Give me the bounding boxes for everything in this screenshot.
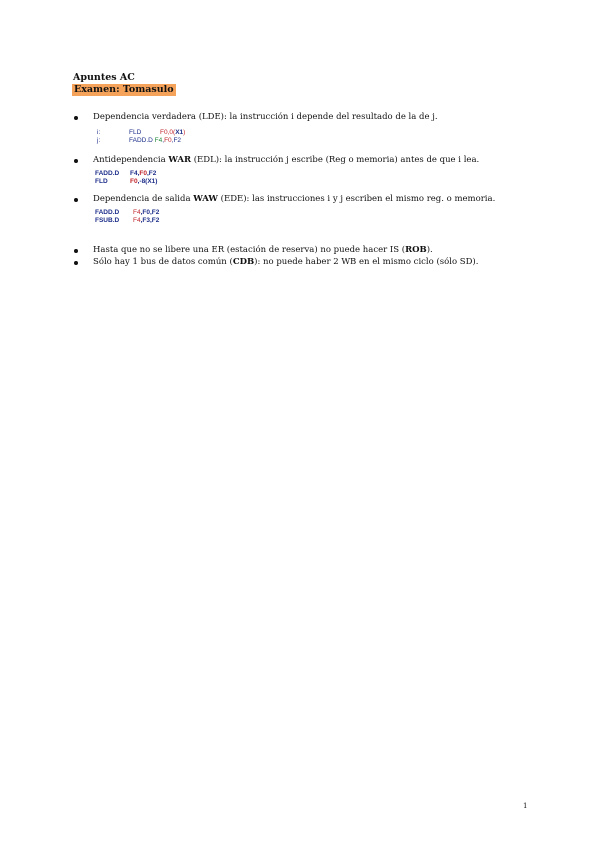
bullet-dot xyxy=(74,261,78,265)
bullet-dot xyxy=(74,249,78,253)
code-block-lde xyxy=(97,129,185,145)
code-line: i: FLD F0,0(X1) xyxy=(97,129,186,136)
code-block-waw xyxy=(95,209,159,225)
bullet-dot xyxy=(74,116,78,120)
page-title: Apuntes AC xyxy=(73,72,135,83)
section-highlight-title: Examen: Tomasulo xyxy=(74,84,174,95)
page-number: 1 xyxy=(523,802,528,810)
code-line: FLD F0,-8(X1) xyxy=(95,178,158,185)
code-block-war xyxy=(95,170,157,186)
document-page: Apuntes AC Examen: Tomasulo Dependencia verdadera (LDE): la instrucción i depende del resultado de la de j. i: FLD F0,0(X1) j: FADD.D F4,F0,F2 Antidependencia WAR (EDL): la instrucción j escribe (Reg o memoria) antes de que i lea. FADD.D F4,F0,F2 FLD F0,-8(X1) Dependencia de salida WAW (EDE): las instrucciones i y j escriben el mismo reg. o memoria. FADD.D F4,F0,F2 FSUB.D F4,F3,F2 Hasta que no se libere una ER (estación de reserva) no puede hacer IS (ROB). Sólo hay 1 bus de datos común (CDB): no puede haber 2 WB en el mismo ciclo (sólo SD). 1 xyxy=(73,72,528,810)
code-line: FADD.D F4,F0,F2 xyxy=(95,170,157,177)
bullet-lde-text: Dependencia verdadera (LDE): la instrucción i depende del resultado de la de j. xyxy=(93,112,438,122)
bullet-dot xyxy=(74,159,78,163)
code-line: FSUB.D F4,F3,F2 xyxy=(95,217,160,224)
code-line: j: FADD.D F4,F0,F2 xyxy=(97,137,182,144)
bullet-dot xyxy=(74,198,78,202)
code-line: FADD.D F4,F0,F2 xyxy=(95,209,160,216)
